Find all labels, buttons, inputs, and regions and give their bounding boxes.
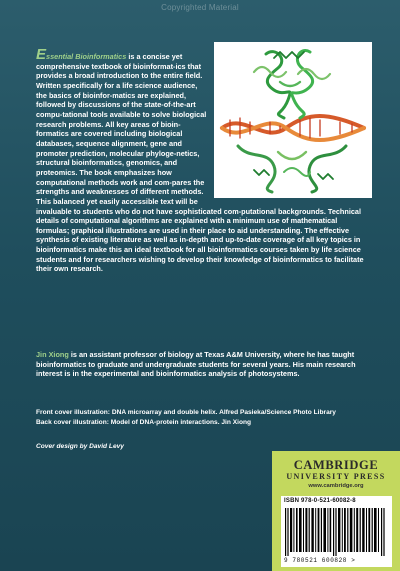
drop-cap-letter: E <box>36 46 47 63</box>
copyright-notice: Copyrighted Material <box>161 3 239 12</box>
author-name: Jin Xiong <box>36 350 69 359</box>
barcode-icon <box>285 508 388 556</box>
publisher-logo <box>280 459 392 490</box>
back-cover-credit: Back cover illustration: Model of DNA-protein interactions. Jin Xiong <box>36 418 252 426</box>
cover-credits <box>36 408 370 427</box>
barcode-digits: 9 780521 600828 > <box>284 557 356 564</box>
isbn-label: ISBN 978-0-521-60082-8 <box>284 498 356 504</box>
book-description <box>36 46 370 274</box>
publisher-press: UNIVERSITY PRESS <box>286 472 386 481</box>
intro-text: is a concise yet comprehensive textbook of bioinformat-ics that provides a broad introduction to the entire field. <box>36 52 203 81</box>
author-bio <box>36 350 370 379</box>
description-body: Written specifically for a life science audience, the basics of bioinfor-matics are explained, followed by discussions of the state-of-the-art compu-tational tools available to solve biological research problems. All key areas of bioin-formatics are covered including biological databases, sequence alignment, gene and promoter prediction, molecular phyloge-netics, structural bioinformatics, genomics, and proteomics. The book emphasizes how computational methods work and com-pares the strengths and weaknesses of different methods. This balanced yet easily accessible text will be invaluable to students who do not have sophisticated com-putational backgrounds. Technical details of computational algorithms are explained with a minimum use of mathematical formulas; graphical illustrations are used in their place to aid understanding. The effective synthesis of existing literature as well as in-depth and up-to-date coverage of all key topics in bioinformatics make this an ideal textbook for all bioinformatics courses taken by life science students and for researchers wishing to develop their knowledge of bioinformatics to facilitate their own research. <box>36 80 364 274</box>
publisher-name: CAMBRIDGE <box>293 458 379 472</box>
book-title-inline: ssential Bioinformatics <box>46 52 127 61</box>
dna-protein-illustration <box>214 42 372 198</box>
author-bio-text: is an assistant professor of biology at Texas A&M University, where he has taught bioinformatics to graduate and undergraduate students for several years. His main research interest is in the experimental and bioinformatics analysis of photosystems. <box>36 350 356 379</box>
publisher-badge <box>272 451 400 571</box>
front-cover-credit: Front cover illustration: DNA microarray and double helix. Alfred Pasieka/Science Photo Library <box>36 409 336 416</box>
publisher-url: www.cambridge.org <box>308 483 364 489</box>
isbn-barcode-box <box>281 496 392 567</box>
cover-design-credit: Cover design by David Levy <box>36 443 124 450</box>
